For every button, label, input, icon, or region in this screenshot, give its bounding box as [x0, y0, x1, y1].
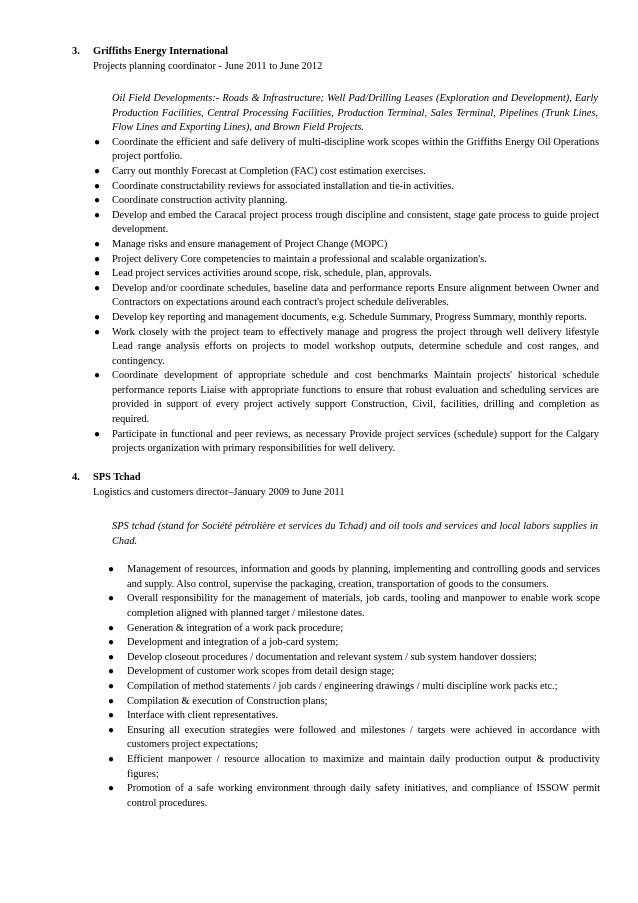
section-heading: [0, 45, 638, 60]
list-item: [0, 194, 638, 209]
list-item: [0, 428, 638, 457]
list-item: [0, 165, 638, 180]
bullet-icon: ●: [94, 253, 101, 265]
list-item-text: Coordinate construction activity planning.: [112, 195, 288, 207]
list-item-text: Coordinate the efficient and safe delivery of multi-discipline work scopes within the Griffiths Energy Oil Operations project portfolio.: [112, 136, 599, 163]
responsibility-list: [0, 563, 638, 811]
bullet-icon: ●: [94, 238, 101, 250]
bullet-icon: ●: [108, 651, 115, 663]
list-item-text: Efficient manpower / resource allocation to maximize and maintain daily production output & productivity figures;: [127, 753, 600, 780]
list-item: [0, 695, 638, 710]
list-item-text: Lead project services activities around scope, risk, schedule, plan, approvals.: [112, 268, 432, 280]
list-item-text: Overall responsibility for the management of materials, job cards, tooling and manpower to enable work scope completion aligned with planned target / milestone dates.: [127, 593, 600, 619]
responsibility-list: [0, 136, 638, 457]
bullet-icon: ●: [94, 282, 101, 294]
experience-section-griffiths: [0, 45, 638, 457]
list-item: [0, 311, 638, 326]
list-item-text: Development of customer work scopes from detail design stage;: [127, 666, 395, 678]
list-item: [0, 622, 638, 637]
section-number: 4.: [72, 472, 80, 483]
list-item: [0, 136, 638, 165]
bullet-icon: ●: [94, 136, 101, 148]
bullet-icon: ●: [108, 710, 115, 722]
bullet-icon: ●: [108, 680, 115, 692]
list-item: [0, 592, 638, 621]
company-name: SPS Tchad: [93, 472, 141, 483]
list-item-text: Develop closeout procedures / documentation and relevant system / sub system handover dossiers;: [127, 651, 537, 663]
list-item-text: Develop key reporting and management documents, e.g. Schedule Summary, Progress Summary, monthly reports.: [112, 311, 587, 323]
bullet-icon: ●: [94, 370, 101, 382]
list-item-text: Coordinate development of appropriate schedule and cost benchmarks Maintain projects' historical schedule performance reports Liaise with appropriate functions to ensure that robust evaluation and scheduling services are provided in support of every project actively support Construction, Civil, facilities, drilling and completion as required.: [112, 370, 599, 426]
list-item-text: Participate in functional and peer reviews, as necessary Provide project services (schedule) support for the Calgary projects organization with primary responsibilities for well delivery.: [112, 428, 599, 455]
list-item-text: Manage risks and ensure management of Project Change (MOPC): [112, 238, 388, 250]
list-item: [0, 180, 638, 195]
list-item-text: Development and integration of a job-card system;: [127, 637, 339, 649]
list-item-text: Develop and/or coordinate schedules, baseline data and performance reports Ensure alignment between Owner and Contractors on expectations around each contract's project schedule deliverables.: [112, 282, 599, 309]
bullet-icon: ●: [108, 724, 115, 736]
bullet-icon: ●: [108, 783, 115, 795]
list-item: [0, 636, 638, 651]
experience-section-sps-tchad: [0, 471, 638, 811]
bullet-icon: ●: [94, 326, 101, 338]
list-item-text: Compilation & execution of Construction plans;: [127, 695, 328, 707]
bullet-icon: ●: [108, 666, 115, 678]
bullet-icon: ●: [108, 695, 115, 707]
list-item: [0, 238, 638, 253]
bullet-icon: ●: [94, 311, 101, 323]
list-item: [0, 724, 638, 753]
list-item-text: Compilation of method statements / job cards / engineering drawings / multi discipline work packs etc.;: [127, 680, 558, 692]
list-item-text: Coordinate constructability reviews for associated installation and tie-in activities.: [112, 180, 454, 192]
list-item: [0, 253, 638, 268]
list-item: [0, 563, 638, 592]
list-item-text: Carry out monthly Forecast at Completion (FAC) cost estimation exercises.: [112, 165, 426, 177]
list-item: [0, 753, 638, 782]
list-item-text: Project delivery Core competencies to maintain a professional and scalable organization's.: [112, 253, 487, 265]
section-number: 3.: [72, 46, 80, 57]
list-item-text: Generation & integration of a work pack procedure;: [127, 622, 344, 634]
list-item: [0, 282, 638, 311]
list-item: [0, 709, 638, 724]
list-item: [0, 267, 638, 282]
list-item: [0, 680, 638, 695]
list-item-text: Promotion of a safe working environment through daily safety initiatives, and compliance of ISSOW permit control procedures.: [127, 783, 600, 809]
bullet-icon: ●: [108, 593, 115, 605]
company-description: SPS tchad (stand for Société pétrolière et services du Tchad) and oil tools and services and local labors supplies in Chad.: [112, 521, 598, 547]
job-title: Logistics and customers director–January 2009 to June 2011: [93, 487, 345, 498]
company-name: Griffiths Energy International: [93, 46, 229, 57]
bullet-icon: ●: [108, 622, 115, 634]
bullet-icon: ●: [108, 753, 115, 765]
list-item-text: Management of resources, information and goods by planning, implementing and controlling goods and services and supply. Also control, supervise the packaging, creation, transportation of goods to the consumers.: [127, 564, 600, 590]
list-item: [0, 326, 638, 370]
list-item: [0, 209, 638, 238]
list-item: [0, 369, 638, 427]
bullet-icon: ●: [94, 209, 101, 221]
list-item: [0, 651, 638, 666]
job-title: Projects planning coordinator - June 2011 to June 2012: [93, 61, 323, 72]
list-item: [0, 665, 638, 680]
bullet-icon: ●: [108, 564, 115, 576]
bullet-icon: ●: [94, 180, 101, 192]
bullet-icon: ●: [94, 428, 101, 440]
list-item-text: Develop and embed the Caracal project process trough discipline and consistent, stage gate process to guide project development.: [112, 209, 599, 236]
company-description: Oil Field Developments:- Roads & Infrastructure; Well Pad/Drilling Leases (Exploration and Development), Early Production Facilities, Central Processing Facilities, Production Terminal, Sales Terminal, Pipelines (Trunk Lines, Flow Lines and Exporting Lines), and Brown Field Projects.: [112, 93, 598, 134]
section-heading: [0, 471, 638, 486]
list-item: [0, 782, 638, 811]
bullet-icon: ●: [108, 637, 115, 649]
list-item-text: Work closely with the project team to effectively manage and progress the project through well delivery lifestyle Lead range analysis efforts on projects to model workshop outputs, determine schedule and cost ranges, and contingency.: [112, 326, 599, 367]
list-item-text: Ensuring all execution strategies were followed and milestones / targets were achieved in accordance with customers project expectations;: [127, 724, 600, 751]
bullet-icon: ●: [94, 165, 101, 177]
list-item-text: Interface with client representatives.: [127, 710, 279, 722]
bullet-icon: ●: [94, 195, 101, 207]
bullet-icon: ●: [94, 268, 101, 280]
